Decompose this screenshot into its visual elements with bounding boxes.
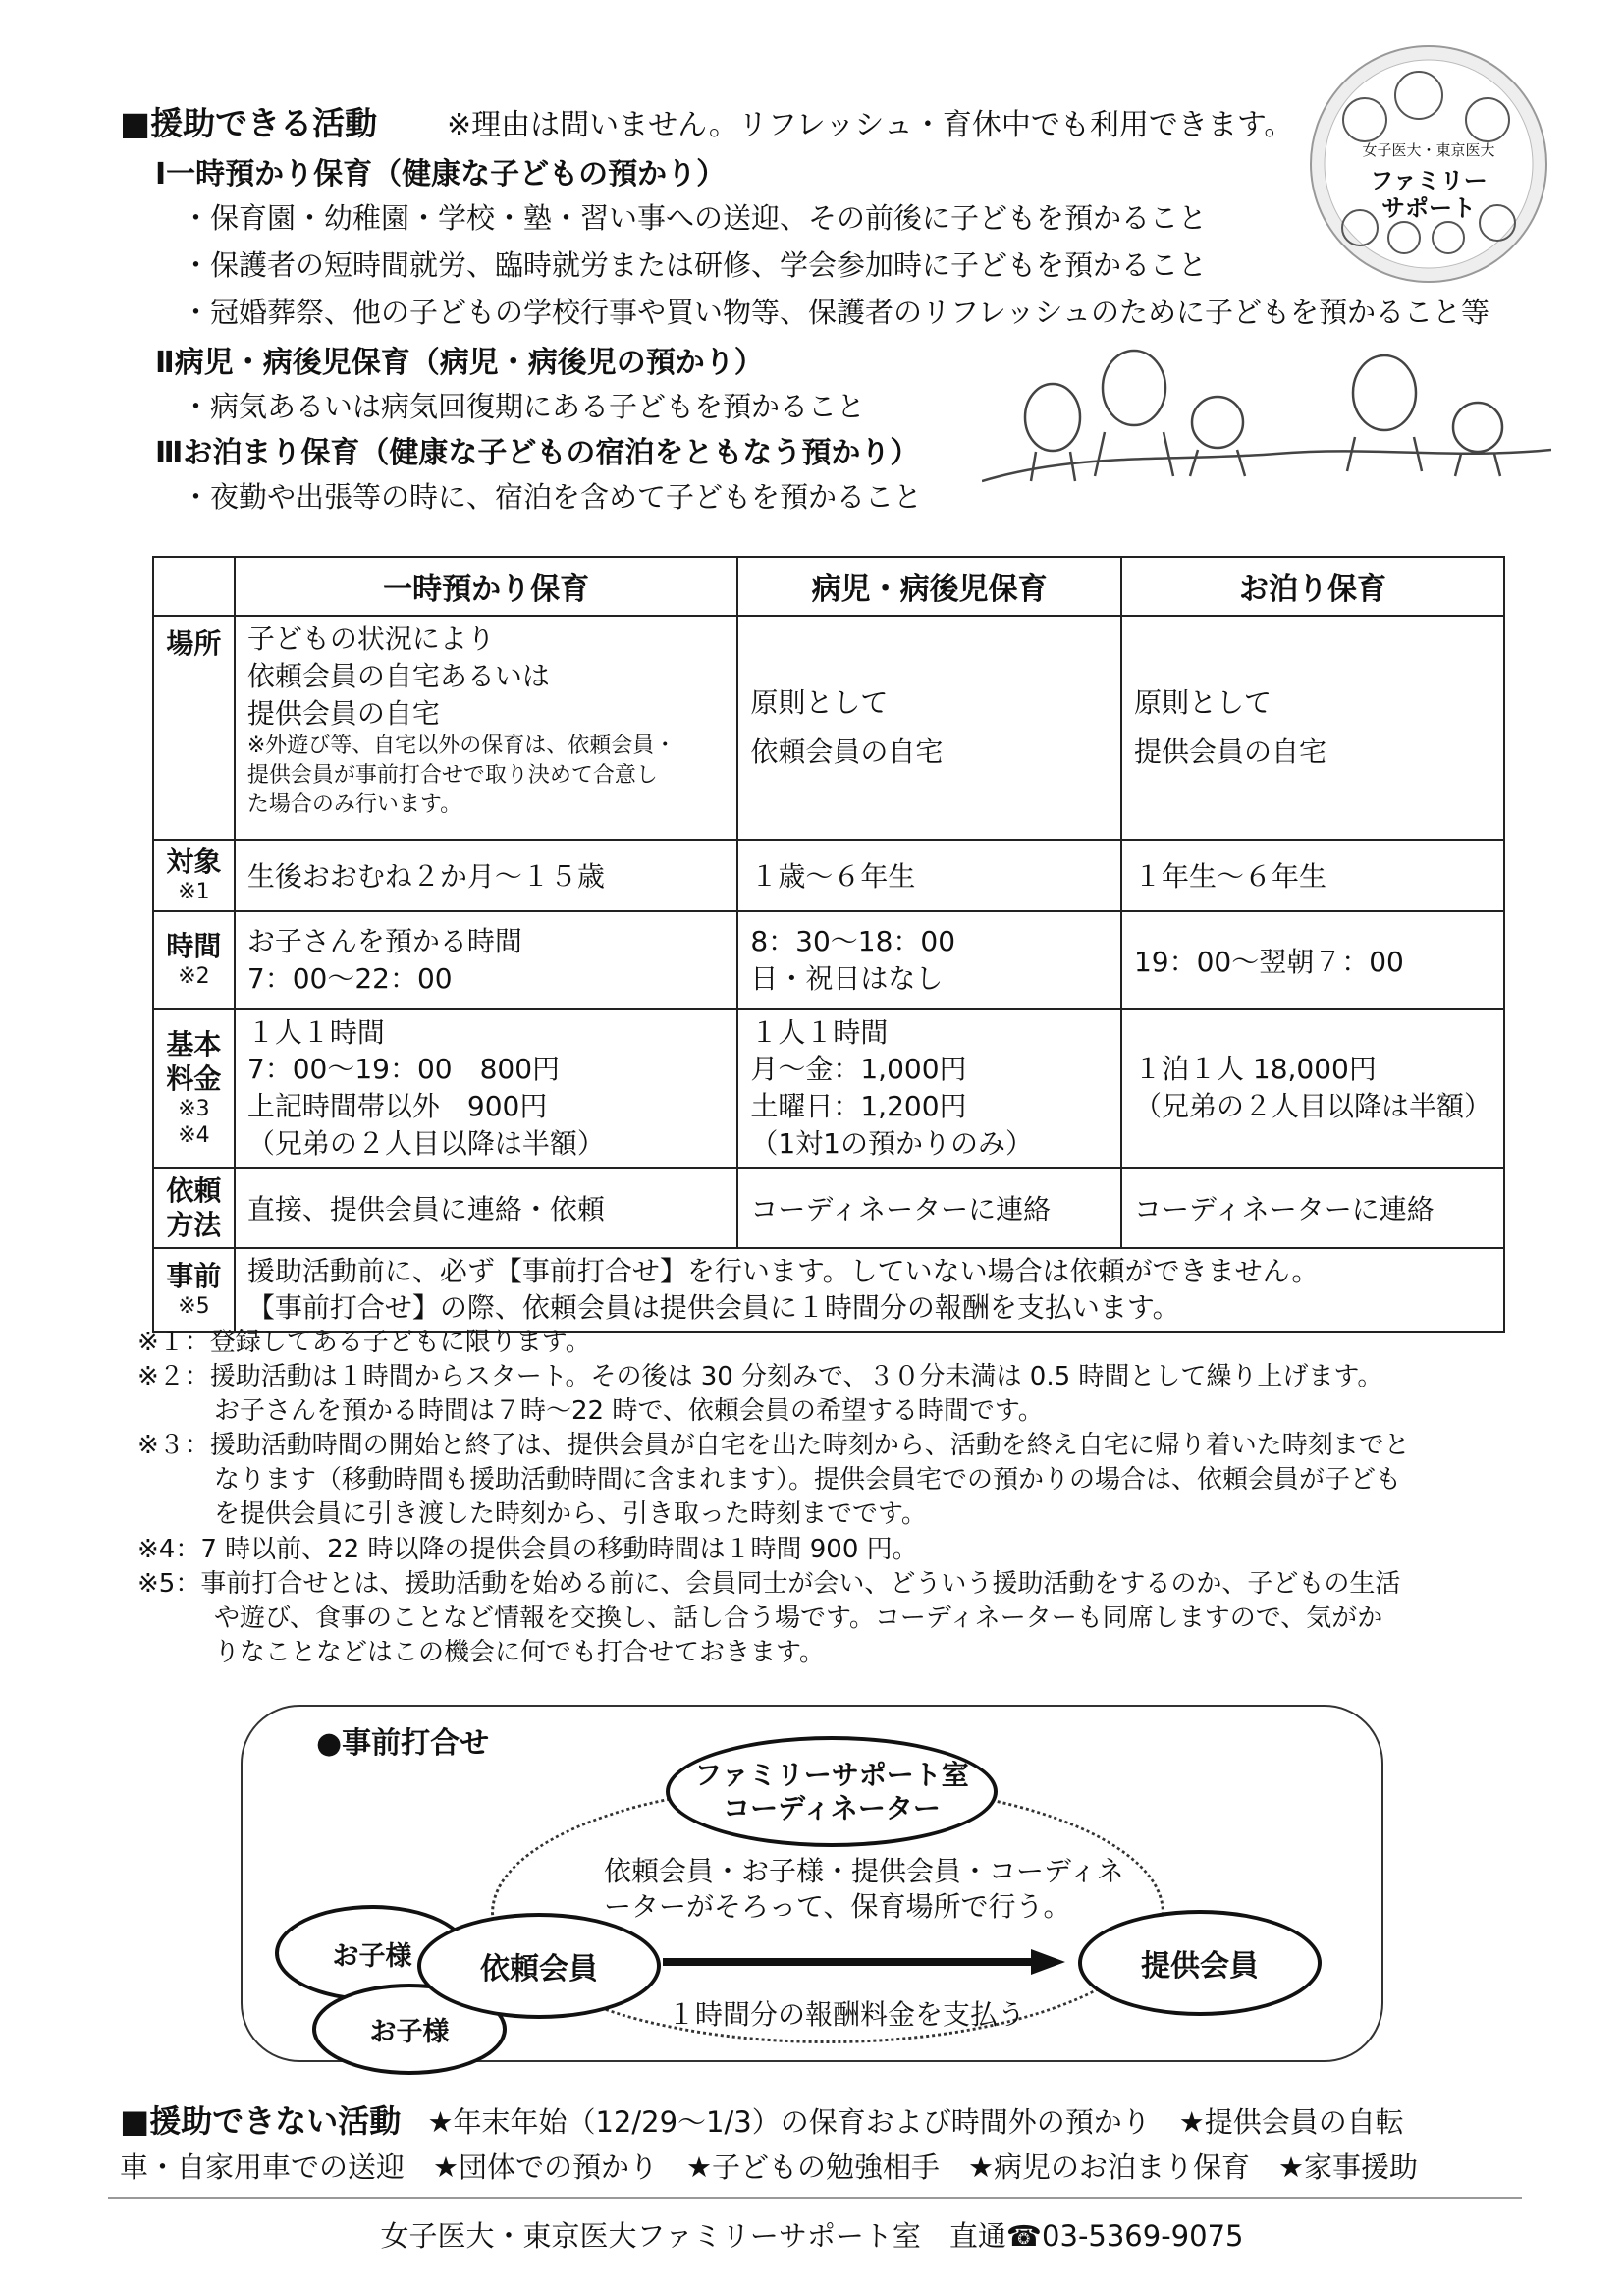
- coordinator-node: [666, 1736, 998, 1847]
- section-1-item-2: ・保護者の短時間就労、臨時就労または研修、学会参加時に子どもを預かること: [182, 248, 1208, 282]
- row-label-request: [153, 1168, 235, 1248]
- coordinator-line-1: ファミリーサポート室: [694, 1758, 969, 1791]
- time-overnight: 19：00～翌朝７：00: [1121, 911, 1504, 1009]
- footer-contact: 女子医大・東京医大ファミリーサポート室 直通☎03-5369-9075: [380, 2219, 1244, 2253]
- place-sick-line-2: 依頼会員の自宅: [750, 735, 944, 768]
- cannot-heading: ■援助できない活動: [120, 2102, 402, 2140]
- table-corner-cell: [153, 557, 235, 616]
- header-sick-child-care: 病児・病後児保育: [737, 557, 1121, 616]
- footnote-5-cont-1: や遊び、食事のことなど情報を交換し、話し合う場です。コーディネーターも同席しますので、気がか: [137, 1603, 1383, 1633]
- fee-sick-line-4: （1対1の預かりのみ）: [750, 1126, 1033, 1160]
- time-label: 時間: [166, 930, 222, 963]
- place-sick: [737, 616, 1121, 840]
- fee-sick-line-3: 土曜日：1,200円: [750, 1090, 967, 1123]
- place-temporary: [235, 616, 737, 840]
- footer-divider: [108, 2197, 1522, 2199]
- row-label-advance: [153, 1248, 235, 1333]
- time-note: ※2: [178, 964, 210, 990]
- advance-text-line-2: 【事前打合せ】の際、依頼会員は提供会員に１時間分の報酬を支払います。: [246, 1291, 1180, 1325]
- family-support-logo: [1306, 41, 1551, 287]
- fee-sick-line-2: 月～金：1,000円: [750, 1053, 967, 1086]
- target-note: ※1: [178, 880, 210, 904]
- time-temporary-line-2: 7：00～22：00: [246, 961, 453, 995]
- place-temporary-note-2: 提供会員が事前打合せで取り決めて合意し: [246, 763, 658, 789]
- cannot-line-2: 車・自家用車での送迎 ★団体での預かり ★子どもの勉強相手 ★病児のお泊まり保育 ★家事援助: [120, 2150, 1418, 2184]
- requester-node: 依頼会員: [417, 1913, 661, 2019]
- footnote-1: ※１：登録してある子どもに限ります。: [137, 1328, 591, 1357]
- fee-note-2: ※4: [178, 1123, 210, 1149]
- request-overnight: コーディネーターに連絡: [1121, 1168, 1504, 1248]
- footnotes: [137, 1326, 1410, 1670]
- table-row-place: [153, 616, 1504, 840]
- row-label-target: [153, 840, 235, 911]
- section-3-title: Ⅲお泊まり保育（健康な子どもの宿泊をともなう預かり）: [155, 436, 920, 470]
- target-overnight: １年生～６年生: [1121, 840, 1504, 911]
- time-sick-line-1: 8：30～18：00: [750, 924, 956, 957]
- request-label-1: 依頼: [166, 1173, 222, 1207]
- cannot-line-1: ★年末年始（12/29～1/3）の保育および時間外の預かり ★提供会員の自転: [427, 2105, 1404, 2139]
- fee-temporary-line-3: 上記時間帯以外 900円: [246, 1090, 548, 1123]
- footnote-4: ※4：7 時以前、22 時以降の提供会員の移動時間は１時間 900 円。: [137, 1534, 918, 1564]
- target-sick: １歳～６年生: [737, 840, 1121, 911]
- coordinator-line-2: コーディネーター: [723, 1791, 941, 1824]
- table-row-advance: [153, 1248, 1504, 1333]
- time-sick: [737, 911, 1121, 1009]
- fee-note-1: ※3: [178, 1096, 210, 1121]
- table-header-row: [153, 557, 1504, 616]
- footnote-3-cont-1: なります（移動時間も援助活動時間に含まれます）。提供会員宅での預かりの場合は、依頼会員が子ども: [137, 1465, 1402, 1496]
- place-overnight-line-2: 提供会員の自宅: [1133, 735, 1326, 768]
- request-label-2: 方法: [166, 1208, 222, 1241]
- footnote-5: ※5：事前打合せとは、援助活動を始める前に、会員同士が会い、どういう援助活動をするのか、子どもの生活: [137, 1568, 1401, 1599]
- footnote-2: ※２：援助活動は１時間からスタート。その後は 30 分刻みで、３０分未満は 0.5 時間として繰り上げます。: [137, 1362, 1383, 1392]
- fee-label-2: 料金: [166, 1061, 222, 1095]
- header-temporary-care: 一時預かり保育: [235, 557, 737, 616]
- fee-temporary-line-2: 7：00～19：00 800円: [246, 1053, 561, 1086]
- section-1-title: Ⅰ一時預かり保育（健康な子どもの預かり）: [155, 157, 727, 191]
- section-2-title: Ⅱ病児・病後児保育（病児・病後児の預かり）: [155, 346, 764, 380]
- fee-temporary-line-1: １人１時間: [246, 1015, 385, 1049]
- place-temporary-note-3: た場合のみ行います。: [246, 791, 462, 817]
- time-sick-line-2: 日・祝日はなし: [750, 961, 944, 995]
- fee-overnight-line-2: （兄弟の２人目以降は半額）: [1133, 1090, 1491, 1123]
- service-table: [152, 556, 1505, 1333]
- footnote-5-cont-2: りなことなどはこの機会に何でも打合せておきます。: [137, 1637, 825, 1667]
- payment-arrow: [663, 1949, 1065, 1975]
- table-row-fee: [153, 1009, 1504, 1168]
- section-2-item-1: ・病気あるいは病気回復期にある子どもを預かること: [182, 390, 866, 423]
- activities-heading: ■援助できる活動: [120, 104, 378, 142]
- advance-text-line-1: 援助活動前に、必ず【事前打合せ】を行います。していない場合は依頼ができません。: [246, 1254, 1320, 1287]
- advance-note: ※5: [178, 1294, 210, 1320]
- row-label-time: [153, 911, 235, 1009]
- place-overnight: [1121, 616, 1504, 840]
- time-temporary: [235, 911, 737, 1009]
- fee-overnight: [1121, 1009, 1504, 1168]
- diagram-desc-line-2: ーターがそろって、保育場所で行う。: [604, 1890, 1071, 1924]
- request-temporary: 直接、提供会員に連絡・依頼: [235, 1168, 737, 1248]
- place-overnight-line-1: 原則として: [1133, 685, 1272, 719]
- fee-sick: [737, 1009, 1121, 1168]
- place-temporary-line-2: 依頼会員の自宅あるいは: [246, 659, 550, 692]
- people-illustration: [982, 344, 1551, 491]
- section-1-item-1: ・保育園・幼稚園・学校・塾・習い事への送迎、その前後に子どもを預かること: [182, 201, 1208, 235]
- logo-line-2: ファミリー: [1370, 167, 1488, 194]
- footnote-3: ※３：援助活動時間の開始と終了は、提供会員が自宅を出た時刻から、活動を終え自宅に帰り着いた時刻までと: [137, 1431, 1410, 1461]
- place-temporary-line-3: 提供会員の自宅: [246, 696, 440, 730]
- cannot-line-1-wrap: [120, 2096, 1404, 2142]
- diagram-title: ●事前打合せ: [316, 1726, 490, 1761]
- child-node-1: お子様: [275, 1905, 469, 2001]
- row-label-place: 場所: [153, 616, 235, 840]
- fee-overnight-line-1: １泊１人 18,000円: [1133, 1053, 1377, 1086]
- fee-temporary-line-4: （兄弟の２人目以降は半額）: [246, 1126, 605, 1160]
- advance-label: 事前: [166, 1260, 222, 1293]
- place-temporary-line-1: 子どもの状況により: [246, 623, 495, 655]
- diagram-desc-line-1: 依頼会員・お子様・提供会員・コーディネ: [604, 1855, 1124, 1887]
- logo-line-3: サポート: [1381, 194, 1476, 222]
- row-label-fee: [153, 1009, 235, 1168]
- place-sick-line-1: 原則として: [750, 685, 889, 719]
- target-temporary: 生後おおむね２か月～１５歳: [235, 840, 737, 911]
- request-sick: コーディネーターに連絡: [737, 1168, 1121, 1248]
- footnote-3-cont-2: を提供会員に引き渡した時刻から、引き取った時刻までです。: [137, 1499, 927, 1530]
- provider-node: 提供会員: [1078, 1910, 1322, 2016]
- time-temporary-line-1: お子さんを預かる時間: [246, 924, 522, 957]
- place-temporary-note-1: ※外遊び等、自宅以外の保育は、依頼会員・: [246, 734, 677, 759]
- footnote-2-cont: お子さんを預かる時間は７時～22 時で、依頼会員の希望する時間です。: [137, 1396, 1044, 1427]
- payment-label: １時間分の報酬料金を支払う: [668, 1998, 1026, 2031]
- table-row-time: [153, 911, 1504, 1009]
- advance-text: [235, 1248, 1504, 1333]
- section-1-item-3: ・冠婚葬祭、他の子どもの学校行事や買い物等、保護者のリフレッシュのために子どもを預かること等: [182, 296, 1489, 329]
- activities-note: ※理由は問いません。リフレッシュ・育休中でも利用できます。: [447, 108, 1294, 142]
- child-node-2: お子様: [312, 1984, 507, 2075]
- section-3-item-1: ・夜勤や出張等の時に、宿泊を含めて子どもを預かること: [182, 480, 923, 514]
- table-row-request: [153, 1168, 1504, 1248]
- logo-line-1: 女子医大・東京医大: [1362, 141, 1495, 159]
- fee-label-1: 基本: [166, 1027, 222, 1061]
- target-label: 対象: [166, 845, 222, 878]
- table-row-target: [153, 840, 1504, 911]
- header-overnight-care: お泊り保育: [1121, 557, 1504, 616]
- fee-temporary: [235, 1009, 737, 1168]
- diagram-description: [604, 1854, 1124, 1926]
- fee-sick-line-1: １人１時間: [750, 1015, 889, 1049]
